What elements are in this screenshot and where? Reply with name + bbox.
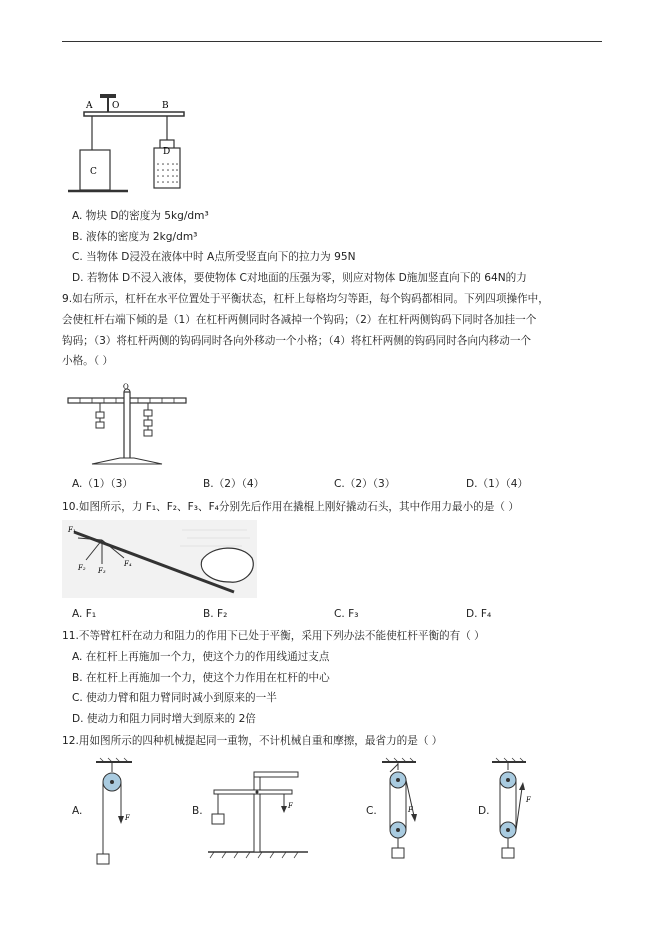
- label-o: O: [112, 101, 120, 111]
- q9-option-c[interactable]: C.（2）（3）: [334, 478, 396, 490]
- q12-fixed-pulley-figure: [92, 758, 142, 868]
- q12-stem: 12.用如图所示的四种机械提起同一重物，不计机械自重和摩擦，最省力的是（ ）: [62, 735, 443, 747]
- q9-option-a[interactable]: A.（1）（3）: [72, 478, 133, 490]
- label-b: B: [162, 101, 169, 111]
- label-f2: F₂: [78, 564, 86, 572]
- q11-option-c[interactable]: C. 使动力臂和阻力臂同时减小到原来的一半: [72, 692, 277, 704]
- q8-option-b[interactable]: B. 液体的密度为 2kg/dm³: [72, 231, 198, 243]
- q8-option-c[interactable]: C. 当物体 D浸没在液体中时 A点所受竖直向下的拉力为 95N: [72, 251, 356, 263]
- q12-option-d-label[interactable]: D.: [478, 805, 490, 817]
- q9-stem-line-2: 会使杠杆右端下倾的是（1）在杠杆两侧同时各减掉一个钩码；（2）在杠杆两侧钩码下同时各加挂一个: [62, 314, 537, 326]
- q12-pulley-block-c-figure: [380, 758, 426, 868]
- q11-option-d[interactable]: D. 使动力和阻力同时增大到原来的 2倍: [72, 713, 256, 725]
- label-f3: F₃: [98, 567, 106, 575]
- label-force-a: F: [125, 814, 130, 822]
- label-force-c: F: [408, 806, 413, 814]
- q9-balance-figure: [62, 378, 192, 470]
- label-c: C: [90, 167, 97, 177]
- header-rule: [62, 41, 602, 42]
- q10-option-a[interactable]: A. F₁: [72, 608, 97, 620]
- q9-stem-line-3: 钩码；（3）将杠杆两侧的钩码同时各向外移动一个小格；（4）将杠杆两侧的钩码同时各向内移动一个: [62, 335, 532, 347]
- q10-option-c[interactable]: C. F₃: [334, 608, 359, 620]
- q8-option-d[interactable]: D. 若物体 D不浸入液体，要使物体 C对地面的压强为零，则应对物体 D施加竖直向下的 64N的力: [72, 272, 527, 284]
- label-f4: F₄: [124, 560, 132, 568]
- q9-option-b[interactable]: B.（2）（4）: [203, 478, 265, 490]
- q11-option-b[interactable]: B. 在杠杆上再施加一个力，使这个力作用在杠杆的中心: [72, 672, 330, 684]
- q11-option-a[interactable]: A. 在杠杆上再施加一个力，使这个力的作用线通过支点: [72, 651, 330, 663]
- q8-option-a[interactable]: A. 物块 D的密度为 5kg/dm³: [72, 210, 209, 222]
- q11-stem: 11.不等臂杠杆在动力和阻力的作用下已处于平衡，采用下列办法不能使杠杆平衡的有（ ）: [62, 630, 485, 642]
- label-pivot-o: O: [123, 383, 129, 391]
- q12-option-b-label[interactable]: B.: [192, 805, 203, 817]
- label-force-b: F: [288, 802, 293, 810]
- q10-crowbar-figure: [62, 520, 257, 598]
- q9-stem-line-1: 9.如右所示，杠杆在水平位置处于平衡状态，杠杆上每格均匀等距，每个钩码都相同。下列四项操作中，: [62, 293, 549, 305]
- q8-lever-figure: [62, 92, 192, 202]
- label-a: A: [86, 101, 93, 111]
- q12-option-c-label[interactable]: C.: [366, 805, 377, 817]
- q10-option-b[interactable]: B. F₂: [203, 608, 228, 620]
- label-force-d: F: [526, 796, 531, 804]
- q10-option-d[interactable]: D. F₄: [466, 608, 492, 620]
- label-d: D: [163, 147, 171, 157]
- q10-stem: 10.如图所示，力 F₁、F₂、F₃、F₄分别先后作用在撬棍上刚好撬动石头，其中作用力最小的是（ ）: [62, 501, 519, 513]
- q12-lever-stand-figure: [204, 768, 314, 860]
- q9-stem-line-4: 小格。（ ）: [62, 355, 114, 367]
- label-f1: F₁: [68, 526, 76, 534]
- q9-option-d[interactable]: D.（1）（4）: [466, 478, 529, 490]
- q12-option-a-label[interactable]: A.: [72, 805, 83, 817]
- q12-pulley-block-d-figure: [490, 758, 536, 868]
